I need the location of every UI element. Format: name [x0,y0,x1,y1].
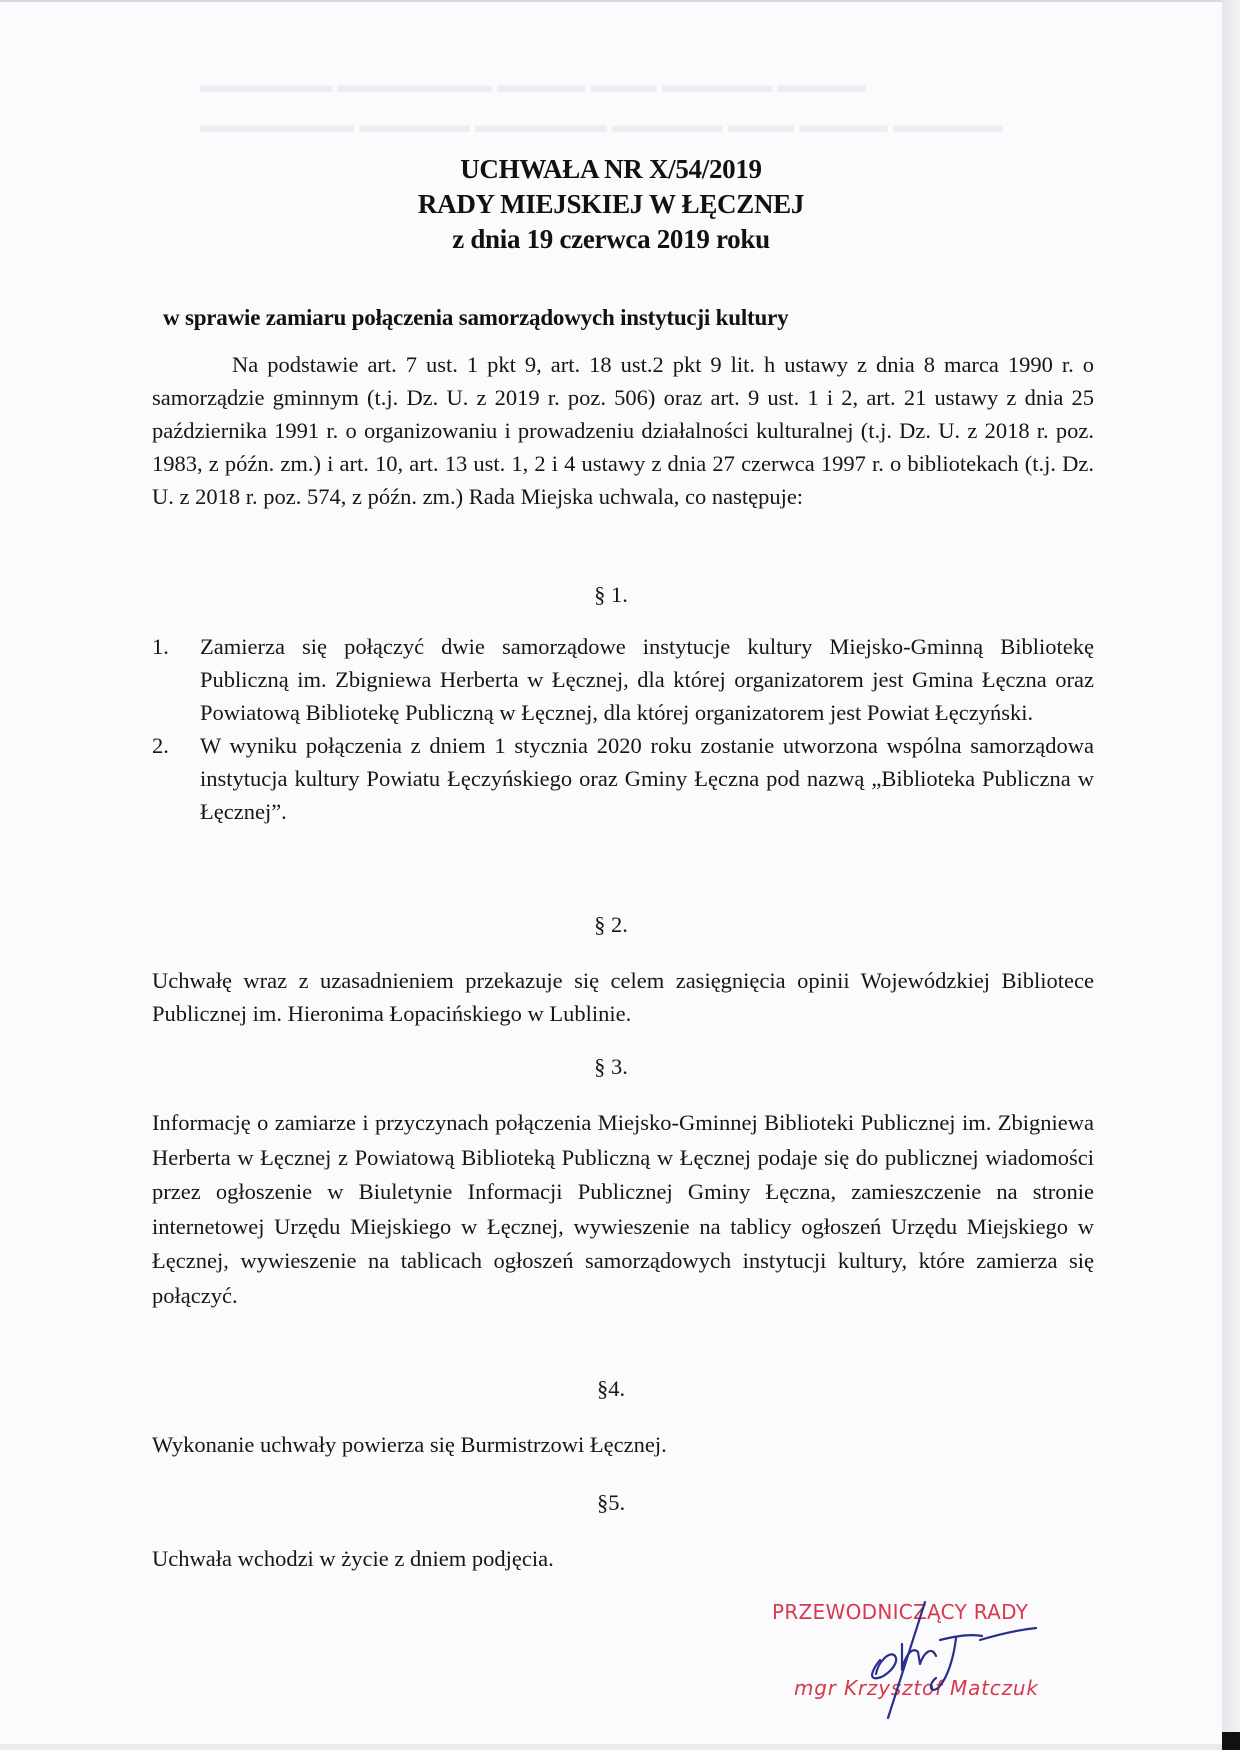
section-1-item [152,729,1094,828]
signature-block [760,1600,1100,1730]
section-5-heading: §5. [596,1490,626,1515]
section-1-list [152,630,1094,828]
section-2-heading: § 2. [594,912,628,937]
resolution-date: z dnia 19 czerwca 2019 roku [452,224,770,254]
reverse-side-bleed-through: ▬▬▬▬▬ ▬▬▬▬ ▬▬▬ ▬▬▬▬▬ ▬▬▬▬▬▬ ▬▬▬▬▬ ▬▬▬▬▬▬▬ [200,112,1003,137]
reverse-side-bleed-through: ▬▬▬▬ ▬▬▬▬▬ ▬▬▬ ▬▬▬▬ ▬▬▬▬▬▬▬ ▬▬▬▬▬▬ [200,72,866,97]
section-4-text: Wykonanie uchwały powierza się Burmistrzowi Łęcznej. [152,1432,667,1457]
section-2-text: Uchwałę wraz z uzasadnieniem przekazuje się celem zasięgnięcia opinii Wojewódzkiej Bibliotece Publicznej im. Hieronima Łopacińskiego w Lublinie. [152,968,1094,1026]
item-number: 1. [152,634,169,659]
chairman-stamp-title: PRZEWODNICZĄCY RADY [772,1600,1029,1624]
section-3-text: Informację o zamiarze i przyczynach połączenia Miejsko-Gminnej Biblioteki Publicznej im. Zbigniewa Herberta w Łęcznej z Powiatową Biblioteką Publiczną w Łęcznej podaje się do publicznej wiadomości przez ogłoszenie w Biuletynie Informacji Publicznej Gminy Łęczna, zamieszczenie na stronie internetowej Urzędu Miejskiego w Łęcznej, wywieszenie na tablicy ogłoszeń Urzędu Miejskiego w Łęcznej, wywieszenie na tablicach ogłoszeń samorządowych instytucji kultury, które zamierza się połączyć. [152,1110,1094,1308]
item-number: 2. [152,733,169,758]
item-text: Zamierza się połączyć dwie samorządowe instytucje kultury Miejsko-Gminną Bibliotekę Publiczną im. Zbigniewa Herberta w Łęcznej, dla której organizatorem jest Gmina Łęczna oraz Powiatową Bibliotekę Publiczną w Łęcznej, dla której organizatorem jest Powiat Łęczyński. [200,634,1094,725]
section-5-text: Uchwała wchodzi w życie z dniem podjęcia. [152,1546,554,1571]
item-text: W wyniku połączenia z dniem 1 stycznia 2020 roku zostanie utworzona wspólna samorządowa instytucja kultury Powiatu Łęczyńskiego oraz Gminy Łęczna pod nazwą „Biblioteka Publiczna w Łęcznej”. [200,733,1094,824]
preamble-paragraph: Na podstawie art. 7 ust. 1 pkt 9, art. 18 ust.2 pkt 9 lit. h ustawy z dnia 8 marca 1990 r. o samorządzie gminnym (t.j. Dz. U. z 2019 r. poz. 506) oraz art. 9 ust. 1 i 2, art. 21 ustawy z dnia 25 października 1991 r. o organizowaniu i prowadzeniu działalności kulturalnej (t.j. Dz. U. z 2018 r. poz. 1983, z późn. zm.) i art. 10, art. 13 ust. 1, 2 i 4 ustawy z dnia 27 czerwca 1997 r. o bibliotekach (t.j. Dz. U. z 2018 r. poz. 574, z późn. zm.) Rada Miejska uchwala, co następuje: [152,352,1094,509]
scan-corner [1222,1732,1240,1750]
scan-margin [1222,0,1240,1750]
chairman-stamp-name: mgr Krzysztof Matczuk [794,1676,1039,1700]
handwritten-signature-icon [760,1600,1100,1730]
council-name: RADY MIEJSKIEJ W ŁĘCZNEJ [417,189,805,219]
section-1-item [152,630,1094,729]
section-4-heading: §4. [596,1376,626,1401]
resolution-number: UCHWAŁA NR X/54/2019 [460,154,762,184]
resolution-subject: w sprawie zamiaru połączenia samorządowych instytucji kultury [163,305,789,330]
section-3-heading: § 3. [594,1054,628,1079]
section-1-heading: § 1. [594,582,628,607]
resolution-header [0,152,1222,257]
